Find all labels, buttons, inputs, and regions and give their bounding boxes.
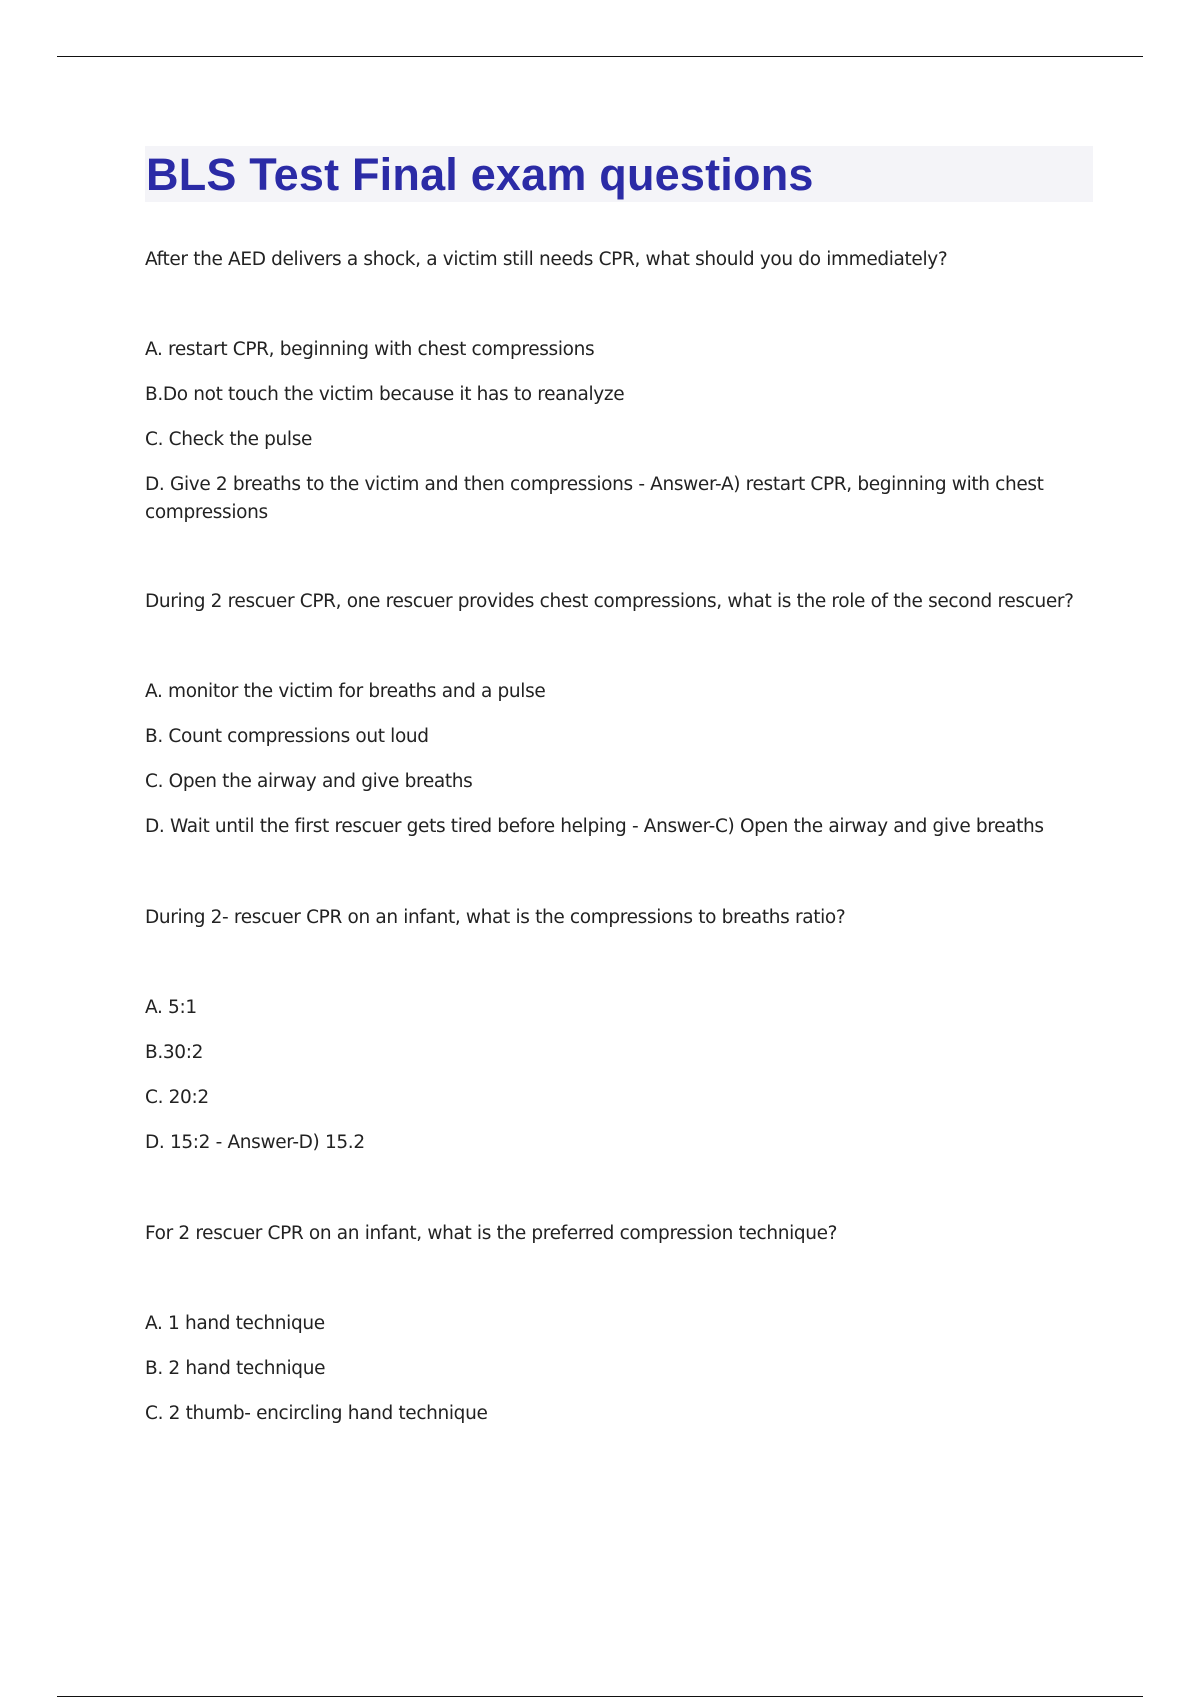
document-body xyxy=(145,146,1095,1428)
answer-option: D. Give 2 breaths to the victim and then compressions - Answer-A) restart CPR, beginning with chest compressions xyxy=(145,474,1044,523)
question-block xyxy=(145,588,1095,841)
answer-option: A. 1 hand technique xyxy=(145,1313,325,1334)
top-rule xyxy=(57,56,1143,57)
question-block xyxy=(145,1220,1095,1428)
answer-option: B. Count compressions out loud xyxy=(145,726,429,747)
answer-option: A. monitor the victim for breaths and a pulse xyxy=(145,681,546,702)
title-band xyxy=(145,146,1093,202)
question-text: After the AED delivers a shock, a victim still needs CPR, what should you do immediately? xyxy=(145,249,948,270)
question-text: During 2 rescuer CPR, one rescuer provides chest compressions, what is the role of the second rescuer? xyxy=(145,591,1074,612)
bottom-rule xyxy=(57,1696,1143,1697)
answer-option: B. 2 hand technique xyxy=(145,1358,326,1379)
answer-option: C. 2 thumb- encircling hand technique xyxy=(145,1403,488,1424)
answer-option: C. Open the airway and give breaths xyxy=(145,771,473,792)
answer-options xyxy=(145,994,1095,1157)
question-text: During 2- rescuer CPR on an infant, what is the compressions to breaths ratio? xyxy=(145,907,846,928)
answer-option: B.Do not touch the victim because it has to reanalyze xyxy=(145,384,625,405)
question-block xyxy=(145,904,1095,1157)
answer-option: A. restart CPR, beginning with chest compressions xyxy=(145,339,595,360)
answer-option: C. 20:2 xyxy=(145,1087,209,1108)
document-title: BLS Test Final exam questions xyxy=(146,148,814,200)
answer-options xyxy=(145,336,1095,527)
answer-options xyxy=(145,1310,1095,1428)
answer-option: D. 15:2 - Answer-D) 15.2 xyxy=(145,1132,365,1153)
answer-option: B.30:2 xyxy=(145,1042,204,1063)
answer-options xyxy=(145,678,1095,841)
question-block xyxy=(145,246,1095,527)
answer-option: A. 5:1 xyxy=(145,997,197,1018)
question-text: For 2 rescuer CPR on an infant, what is the preferred compression technique? xyxy=(145,1223,838,1244)
answer-option: D. Wait until the first rescuer gets tired before helping - Answer-C) Open the airway and give breaths xyxy=(145,816,1044,837)
answer-option: C. Check the pulse xyxy=(145,429,313,450)
